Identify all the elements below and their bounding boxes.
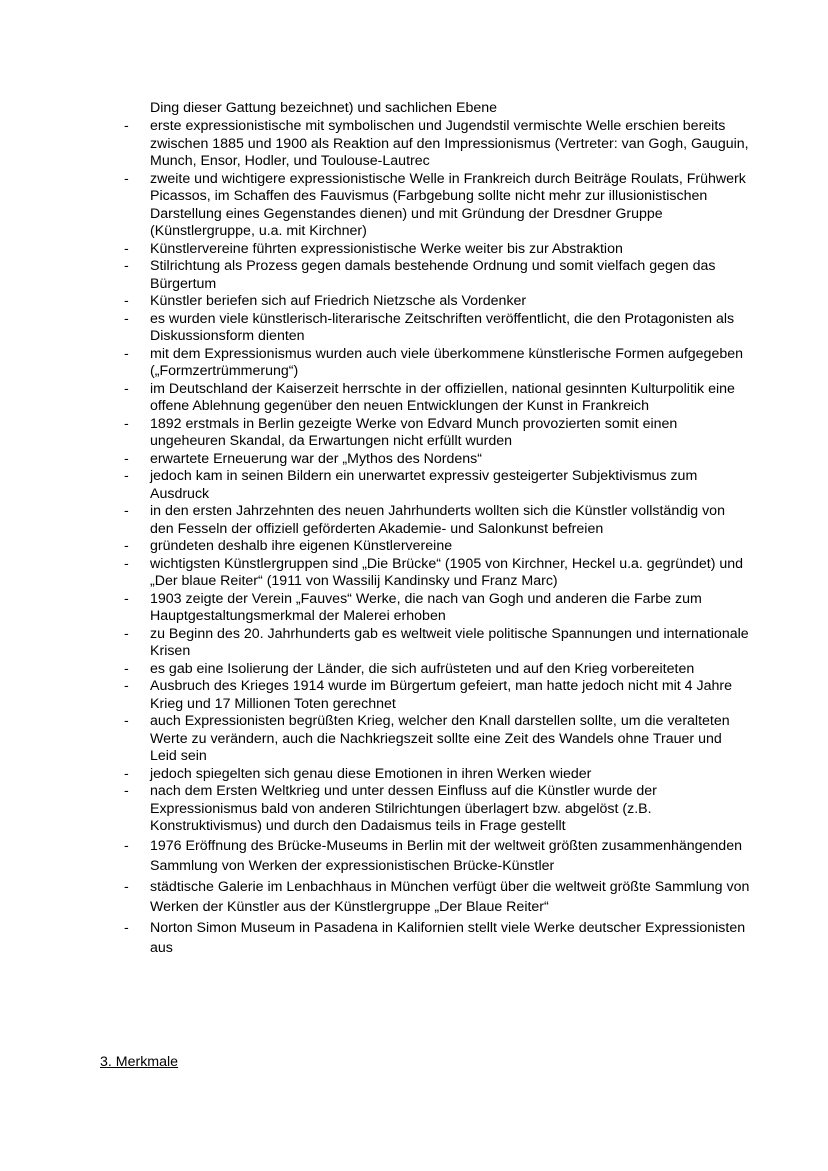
continuation-line: Ding dieser Gattung bezeichnet) und sachlichen Ebene (150, 100, 498, 116)
bullet-dash: - (124, 293, 129, 309)
list-item-text: wichtigsten Künstlergruppen sind „Die Brücke“ (1905 von Kirchner, Heckel u.a. gegründet) und „Der blaue Reiter“ (1911 von Wassilij Kandinsky und Franz Marc) (150, 555, 744, 589)
list-item-text: in den ersten Jahrzehnten des neuen Jahrhunderts wollten sich die Künstler vollständig von den Fesseln der offiziell geförderten Akademie- und Salonkunst befreien (150, 503, 725, 537)
list-item (0, 241, 750, 259)
list-item-text: es gab eine Isolierung der Länder, die sich aufrüsteten und auf den Krieg vorbereiteten (150, 660, 695, 677)
bullet-dash: - (124, 783, 129, 799)
bullet-dash: - (124, 919, 129, 936)
list-item (0, 538, 750, 556)
list-item-text: Künstler beriefen sich auf Friedrich Nietzsche als Vordenker (150, 293, 527, 309)
list-item-text: 1976 Eröffnung des Brücke-Museums in Berlin mit der weltweit größten zusammenhängenden Sammlung von Werken der expressionistischen Brücke-Künstler (150, 837, 742, 874)
list-item-text: auch Expressionisten begrüßten Krieg, welcher den Knall darstellen sollte, um die veralteten Werte zu verändern, auch die Nachkriegszeit sollte eine Zeit des Wandels ohne Trauer und Leid sein (150, 713, 730, 764)
bullet-dash: - (124, 310, 129, 327)
list-item-text: mit dem Expressionismus wurden auch viele überkommene künstlerische Formen aufgegeben („Formzertrümmerung“) (150, 345, 744, 379)
list-item (0, 877, 750, 918)
bullet-dash: - (124, 380, 129, 397)
list-item (0, 783, 750, 836)
list-item (0, 171, 750, 241)
list-item-text: zweite und wichtigere expressionistische Welle in Frankreich durch Beiträge Roulats, Frühwerk Picassos, im Schaffen des Fauvismus (Farbgebung sollte nicht mehr zur illusionistischen Darstellung eines Gegenstandes dienen) und mit Gründung der Dresdner Gruppe (Künstlergruppe, u.a. mit Kirchner) (150, 170, 746, 239)
list-item-text: Künstlervereine führten expressionistische Werke weiter bis zur Abstraktion (150, 240, 623, 257)
bullet-dash: - (124, 118, 129, 134)
list-item-text: Norton Simon Museum in Pasadena in Kalifornien stellt viele Werke deutscher Expressionisten aus (150, 919, 746, 956)
list-item-text: Ausbruch des Krieges 1914 wurde im Bürgertum gefeiert, man hatte jedoch nicht mit 4 Jahre Krieg und 17 Millionen Toten gerechnet (150, 678, 732, 712)
list-item-text: jedoch spiegelten sich genau diese Emotionen in ihren Werken wieder (150, 765, 592, 782)
list-item (0, 451, 750, 469)
list-item-text: Stilrichtung als Prozess gegen damals bestehende Ordnung und somit vielfach gegen das Bürgertum (150, 258, 716, 292)
list-item (0, 468, 750, 503)
list-item (0, 311, 750, 346)
list-item-text: jedoch kam in seinen Bildern ein unerwartet expressiv gesteigerter Subjektivismus zum Ausdruck (150, 468, 698, 502)
list-item (0, 626, 750, 661)
list-item (0, 678, 750, 713)
list-item (0, 503, 750, 538)
bullet-dash: - (124, 555, 129, 572)
bullet-dash: - (124, 468, 129, 484)
list-item-text: erwartete Erneuerung war der „Mythos des Nordens“ (150, 450, 482, 467)
bullet-dash: - (124, 713, 129, 729)
list-item-text: zu Beginn des 20. Jahrhunderts gab es weltweit viele politische Spannungen und internationale Krisen (150, 625, 749, 659)
bullet-dash: - (124, 590, 129, 607)
bullet-dash: - (124, 538, 129, 554)
bullet-dash: - (124, 258, 129, 274)
bullet-dash: - (124, 660, 129, 677)
list-item (0, 416, 750, 451)
list-item (0, 258, 750, 293)
bullet-dash: - (124, 678, 129, 694)
list-item (0, 556, 750, 591)
list-item-text: 1892 erstmals in Berlin gezeigte Werke von Edvard Munch provozierten somit einen ungeheuren Skandal, da Erwartungen nicht erfüllt wurden (150, 415, 678, 449)
list-item (0, 381, 750, 416)
bullet-dash: - (124, 625, 129, 642)
bullet-dash: - (124, 345, 129, 362)
list-item (0, 118, 750, 171)
list-item-text: gründeten deshalb ihre eigenen Künstlervereine (150, 538, 453, 554)
bullet-dash: - (124, 415, 129, 432)
bullet-dash: - (124, 450, 129, 467)
list-item-text: es wurden viele künstlerisch-literarische Zeitschriften veröffentlicht, die den Protagonisten als Diskussionsform dienten (150, 310, 735, 344)
list-item (0, 346, 750, 381)
section-heading: 3. Merkmale (100, 1054, 179, 1070)
list-item (0, 766, 750, 784)
list-item (0, 661, 750, 679)
list-item-text: nach dem Ersten Weltkrieg und unter dessen Einfluss auf die Künstler wurde der Expressionismus bald von anderen Stilrichtungen überlagert bzw. abgelöst (z.B. Konstruktivismus) und durch den Dadaismus teils in Frage gestellt (150, 783, 657, 834)
bullet-dash: - (124, 765, 129, 782)
list-item (0, 918, 750, 959)
bullet-dash: - (124, 837, 129, 854)
list-item (0, 836, 750, 877)
list-item-text: erste expressionistische mit symbolischen und Jugendstil vermischte Welle erschien bereits zwischen 1885 und 1900 als Reaktion auf den Impressionismus (Vertreter: van Gogh, Gauguin, Munch, Ensor, Hodler, und Toulouse-Lautrec (150, 118, 749, 169)
list-item-text: 1903 zeigte der Verein „Fauves“ Werke, die nach van Gogh und anderen die Farbe zum Hauptgestaltungsmerkmal der Malerei erhoben (150, 590, 702, 624)
bullet-dash: - (124, 240, 129, 257)
list-item-text: im Deutschland der Kaiserzeit herrschte in der offiziellen, national gesinnten Kulturpolitik eine offene Ablehnung gegenüber den neuen Entwicklungen der Kunst in Frankreich (150, 380, 735, 414)
list-item-text: städtische Galerie im Lenbachhaus in München verfügt über die weltweit größte Sammlung von Werken der Künstler aus der Künstlergruppe „Der Blaue Reiter“ (150, 878, 750, 915)
bullet-dash: - (124, 878, 129, 895)
bullet-dash: - (124, 503, 129, 519)
list-item (0, 713, 750, 766)
bullet-list (0, 118, 828, 959)
list-item (0, 591, 750, 626)
bullet-dash: - (124, 170, 129, 187)
list-item (0, 293, 750, 311)
